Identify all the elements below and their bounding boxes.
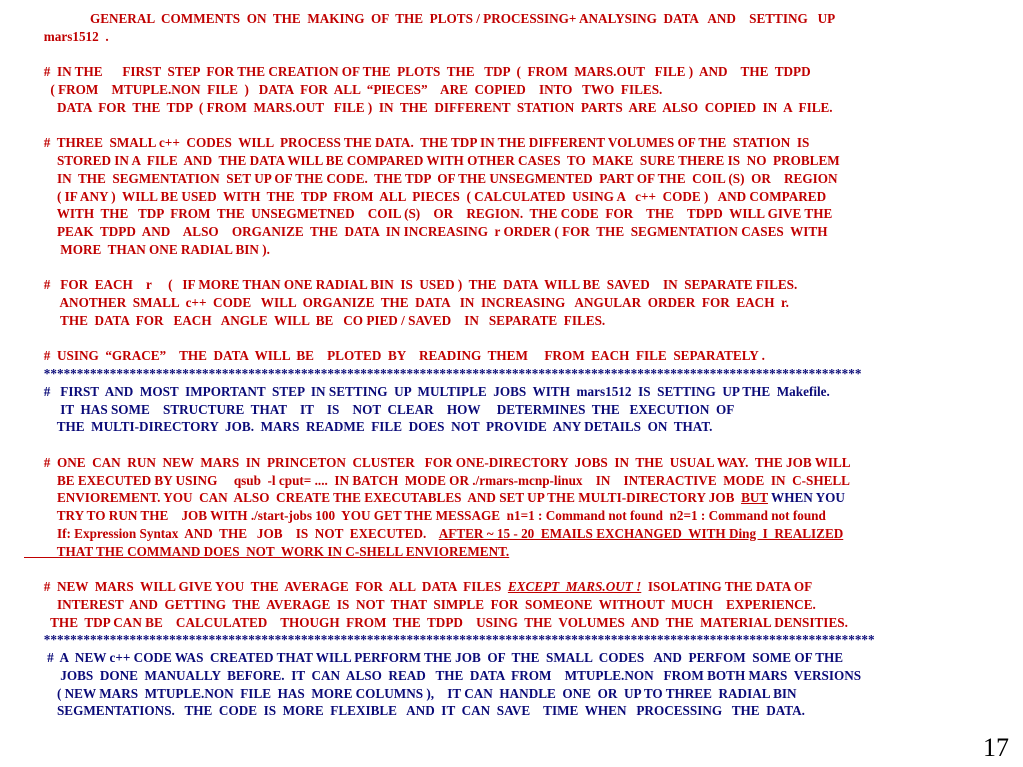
text-line [24,543,509,560]
text-line-content: DATA FOR THE TDP ( FROM MARS.OUT FILE ) IN THE DIFFERENT STATION PARTS ARE ALSO COPIED IN A FILE. [24,99,833,115]
emphasis-after-realized: AFTER ~ 15 - 20 EMAILS EXCHANGED WITH Ding I REALIZED [438,525,844,541]
text-line-content: THE TDP CAN BE CALCULATED THOUGH FROM THE TDPD USING THE VOLUMES AND THE MATERIAL DENSITIES. [24,614,848,630]
emphasis-except-mars-out: EXCEPT MARS.OUT ! [507,579,642,594]
text-line-content: INTEREST AND GETTING THE AVERAGE IS NOT THAT SIMPLE FOR SOMEONE WITHOUT MUCH EXPERIENCE. [24,596,816,612]
text-line-content: mars1512 . [24,28,109,44]
text-line [24,170,838,187]
text-line [24,667,861,684]
text-line [24,223,827,240]
text-line [24,365,861,382]
text-line-content: # FOR EACH r ( IF MORE THAN ONE RADIAL BIN IS USED ) THE DATA WILL BE SAVED IN SEPARATE FILES. [24,277,798,293]
text-line [24,81,662,98]
text-line [24,401,734,418]
text-line [24,702,805,719]
text-line-content: # A NEW c++ CODE WAS CREATED THAT WILL PERFORM THE JOB OF THE SMALL CODES AND PERFOM SOME OF THE [24,650,844,665]
text-line [24,631,875,648]
text-line [24,188,826,205]
text-line-content: WITH THE TDP FROM THE UNSEGMETNED COIL (S) OR REGION. THE CODE FOR THE TDPD WILL GIVE THE [24,206,833,222]
text-line-content: ANOTHER SMALL c++ CODE WILL ORGANIZE THE DATA IN INCREASING ANGULAR ORDER FOR EACH r. [24,295,789,310]
text-line-content: # ONE CAN RUN NEW MARS IN PRINCETON CLUSTER FOR ONE-DIRECTORY JOBS IN THE USUAL WAY. THE JOB WILL [24,454,851,470]
text-line-content: # IN THE FIRST STEP FOR THE CREATION OF THE PLOTS THE TDP ( FROM MARS.OUT FILE ) AND THE TDPD [24,64,811,80]
text-line-content: THE DATA FOR EACH ANGLE WILL BE CO PIED / SAVED IN SEPARATE FILES. [24,312,606,328]
text-line [24,489,845,506]
text-line [24,241,270,258]
text-line [24,418,712,435]
text-line-tail: WHEN YOU [767,490,845,506]
text-line-content: MORE THAN ONE RADIAL BIN ). [24,241,270,257]
text-line-content: **************************************************************************************************************************** [24,366,862,381]
text-line [24,28,109,45]
text-line [24,347,765,364]
text-line [24,294,789,311]
page-number: 17 [983,733,1009,762]
text-line-content: ( FROM MTUPLE.NON FILE ) DATA FOR ALL “PIECES” ARE COPIED INTO TWO FILES. [24,82,663,97]
text-line [24,383,830,400]
text-line [24,472,850,489]
text-line-content: If: Expression Syntax AND THE JOB IS NOT EXECUTED. [24,525,439,541]
text-line [24,134,809,151]
text-line-content: JOBS DONE MANUALLY BEFORE. IT CAN ALSO READ THE DATA FROM MTUPLE.NON FROM BOTH MARS VERSIONS [24,667,862,683]
text-line [24,685,797,702]
text-line-content: ENVIOREMENT. YOU CAN ALSO CREATE THE EXECUTABLES AND SET UP THE MULTI-DIRECTORY JOB [24,490,742,506]
text-line-content: IT HAS SOME STRUCTURE THAT IT IS NOT CLEAR HOW DETERMINES THE EXECUTION OF [24,401,735,417]
text-line [24,312,605,329]
text-line-content: PEAK TDPD AND ALSO ORGANIZE THE DATA IN INCREASING r ORDER ( FOR THE SEGMENTATION CASES WITH [24,224,828,239]
text-line-content: IN THE SEGMENTATION SET UP OF THE CODE. THE TDP OF THE UNSEGMENTED PART OF THE COIL (S) OR REGION [24,170,838,186]
text-line [24,99,833,116]
text-line [24,649,843,666]
text-line [24,578,812,595]
text-line-content: ( IF ANY ) WILL BE USED WITH THE TDP FROM ALL PIECES ( CALCULATED USING A c++ CODE ) AND COMPARED [24,188,827,204]
text-line-content: THE MULTI-DIRECTORY JOB. MARS README FILE DOES NOT PROVIDE ANY DETAILS ON THAT. [24,419,713,435]
text-line-content: BE EXECUTED BY USING qsub -l cput= .... IN BATCH MODE OR ./rmars-mcnp-linux IN INTERACTIVE MODE IN C-SHELL [24,472,850,488]
text-line [24,63,811,80]
text-line-content: # FIRST AND MOST IMPORTANT STEP IN SETTING UP MULTIPLE JOBS WITH mars1512 IS SETTING UP THE Makefile. [24,383,830,399]
text-line [24,152,840,169]
text-line [24,525,843,542]
text-line-content: # NEW MARS WILL GIVE YOU THE AVERAGE FOR ALL DATA FILES [24,579,508,594]
text-line-content: TRY TO RUN THE JOB WITH ./start-jobs 100 YOU GET THE MESSAGE n1=1 : Command not found n2=1 : Command not found [24,508,826,523]
text-line [24,507,826,524]
text-line-content: # USING “GRACE” THE DATA WILL BE PLOTED BY READING THEM FROM EACH FILE SEPARATELY . [24,348,765,364]
text-line [24,614,848,631]
text-line-content: GENERAL COMMENTS ON THE MAKING OF THE PLOTS / PROCESSING+ ANALYSING DATA AND SETTING UP [24,11,836,26]
text-line-content: THAT THE COMMAND DOES NOT WORK IN C-SHELL ENVIOREMENT. [24,543,510,559]
text-line-content: # THREE SMALL c++ CODES WILL PROCESS THE DATA. THE TDP IN THE DIFFERENT VOLUMES OF THE STATION IS [24,135,810,151]
text-line [24,10,835,27]
text-line-content: STORED IN A FILE AND THE DATA WILL BE COMPARED WITH OTHER CASES TO MAKE SURE THERE IS NO PROBLEM [24,153,840,168]
text-line [24,276,797,293]
text-line-content: SEGMENTATIONS. THE CODE IS MORE FLEXIBLE AND IT CAN SAVE TIME WHEN PROCESSING THE DATA. [24,703,805,719]
text-line [24,596,816,613]
text-line-content: ****************************************************************************************************************************** [24,632,875,648]
text-line [24,454,851,471]
emphasis-but: BUT [741,490,768,506]
text-line-tail: ISOLATING THE DATA OF [641,579,813,594]
text-line [24,205,832,222]
text-line-content: ( NEW MARS MTUPLE.NON FILE HAS MORE COLUMNS ), IT CAN HANDLE ONE OR UP TO THREE RADIAL BIN [24,685,797,701]
